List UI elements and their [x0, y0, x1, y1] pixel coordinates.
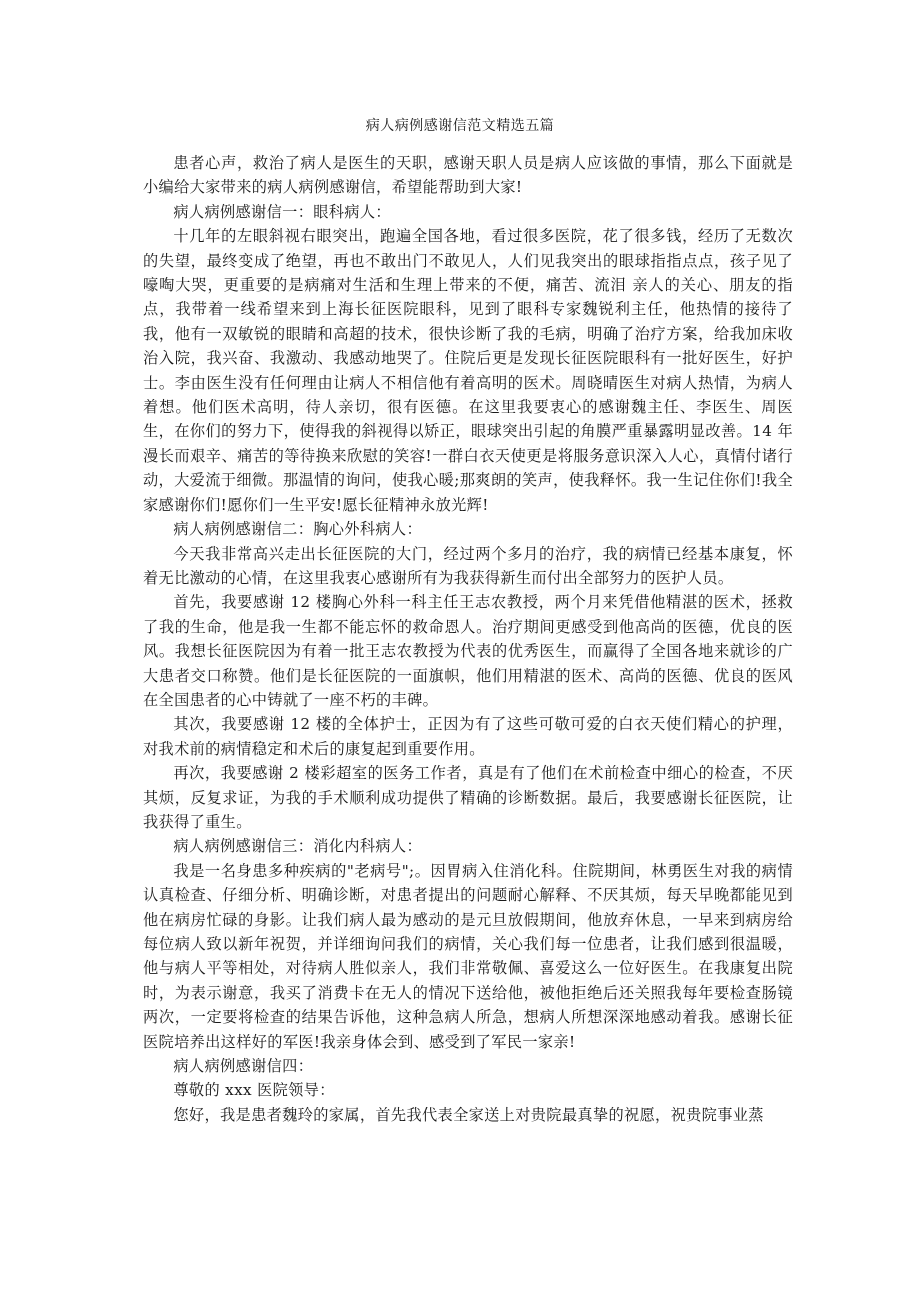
letter-four-heading: 病人病例感谢信四：: [173, 1057, 314, 1076]
letter-one-heading: 病人病例感谢信一：眼科病人：: [173, 202, 391, 221]
letter-two-paragraph-2: 首先，我要感谢 12 楼胸心外科一科主任王志农教授，两个月来凭借他精湛的医术，拯救了我的生命，他是我一生都不能忘怀的救命恩人。治疗期间更感受到他高尚的医德，优良的医风。我想长征医院因为有着一批王志农教授为代表的优秀医生，而赢得了全国各地来就诊的广大患者交口称赞。他们是长征医院的一面旗帜，他们用精湛的医术、高尚的医德、优良的医风在全国患者的心中铸就了一座不朽的丰碑。: [143, 593, 793, 709]
letter-one-paragraph: 十几年的左眼斜视右眼突出，跑遍全国各地，看过很多医院，花了很多钱，经历了无数次的失望，最终变成了绝望，再也不敢出门不敢见人，人们见我突出的眼球指指点点，孩子见了嚎啕大哭，更重要的是病痛对生活和生理上带来的不便，痛苦、流泪 亲人的关心、朋友的指点，我带着一线希望来到上海长征医院眼科，见到了眼科专家魏锐利主任，他热情的接待了我，他有一双敏锐的眼睛和高超的技术，很快诊断了我的毛病，明确了治疗方案，给我加床收治入院，我兴奋、我激动、我感动地哭了。住院后更是发现长征医院眼科有一批好医生，好护士。李由医生没有任何理由让病人不相信他有着高明的医术。周晓晴医生对病人热情，为病人着想。他们医术高明，待人亲切，很有医德。在这里我要衷心的感谢魏主任、李医生、周医生，在你们的努力下，使得我的斜视得以矫正，眼球突出引起的角膜严重暴露明显改善。14 年漫长而艰辛、痛苦的等待换来欣慰的笑容!一群白衣天使更是将服务意识深入人心，真情付诸行动，大爱流于细微。那温情的询问，使我心暖;那爽朗的笑声，使我释怀。我一生记住你们!我全家感谢你们!愿你们一生平安!愿长征精神永放光辉!: [143, 227, 793, 514]
letter-four-salutation: 尊敬的 xxx 医院领导：: [173, 1081, 335, 1100]
letter-two-paragraph-1: 今天我非常高兴走出长征医院的大门，经过两个多月的治疗，我的病情已经基本康复，怀着无比激动的心情，在这里我衷心感谢所有为我获得新生而付出全部努力的医护人员。: [143, 544, 793, 587]
letter-two-paragraph-3: 其次，我要感谢 12 楼的全体护士，正因为有了这些可敬可爱的白衣天使们精心的护理，对我术前的病情稳定和术后的康复起到重要作用。: [143, 715, 793, 758]
letter-three-heading: 病人病例感谢信三：消化内科病人：: [173, 837, 422, 856]
letter-two-paragraph-4: 再次，我要感谢 2 楼彩超室的医务工作者，真是有了他们在术前检查中细心的检查，不厌其烦，反复求证，为我的手术顺利成功提供了精确的诊断数据。最后，我要感谢长征医院，让我获得了重生。: [143, 764, 793, 831]
document-body: [143, 151, 793, 1127]
intro-paragraph: 患者心声，救治了病人是医生的天职，感谢天职人员是病人应该做的事情，那么下面就是小编给大家带来的病人病例感谢信，希望能帮助到大家!: [143, 154, 793, 197]
document-title: 病人病例感谢信范文精选五篇: [365, 118, 555, 134]
letter-three-paragraph: 我是一名身患多种疾病的"老病号";。因胃病入住消化科。住院期间，林勇医生对我的病情认真检查、仔细分析、明确诊断，对患者提出的问题耐心解释、不厌其烦，每天早晚都能见到他在病房忙碌的身影。让我们病人最为感动的是元旦放假期间，他放弃休息，一早来到病房给每位病人致以新年祝贺，并详细询问我们的病情，关心我们每一位患者，让我们感到很温暖，他与病人平等相处，对待病人胜似亲人，我们非常敬佩、喜爱这么一位好医生。在我康复出院时，为表示谢意，我买了消费卡在无人的情况下送给他，被他拒绝后还关照我每年要检查肠镜两次，一定要将检查的结果告诉他，这种急病人所急，想病人所想深深地感动着我。感谢长征医院培养出这样好的军医!我亲身体会到、感受到了军民一家亲!: [143, 861, 793, 1051]
letter-two-heading: 病人病例感谢信二：胸心外科病人：: [173, 520, 422, 539]
letter-four-paragraph: 您好，我是患者魏玲的家属，首先我代表全家送上对贵院最真挚的祝愿，祝贵院事业蒸: [173, 1105, 764, 1124]
